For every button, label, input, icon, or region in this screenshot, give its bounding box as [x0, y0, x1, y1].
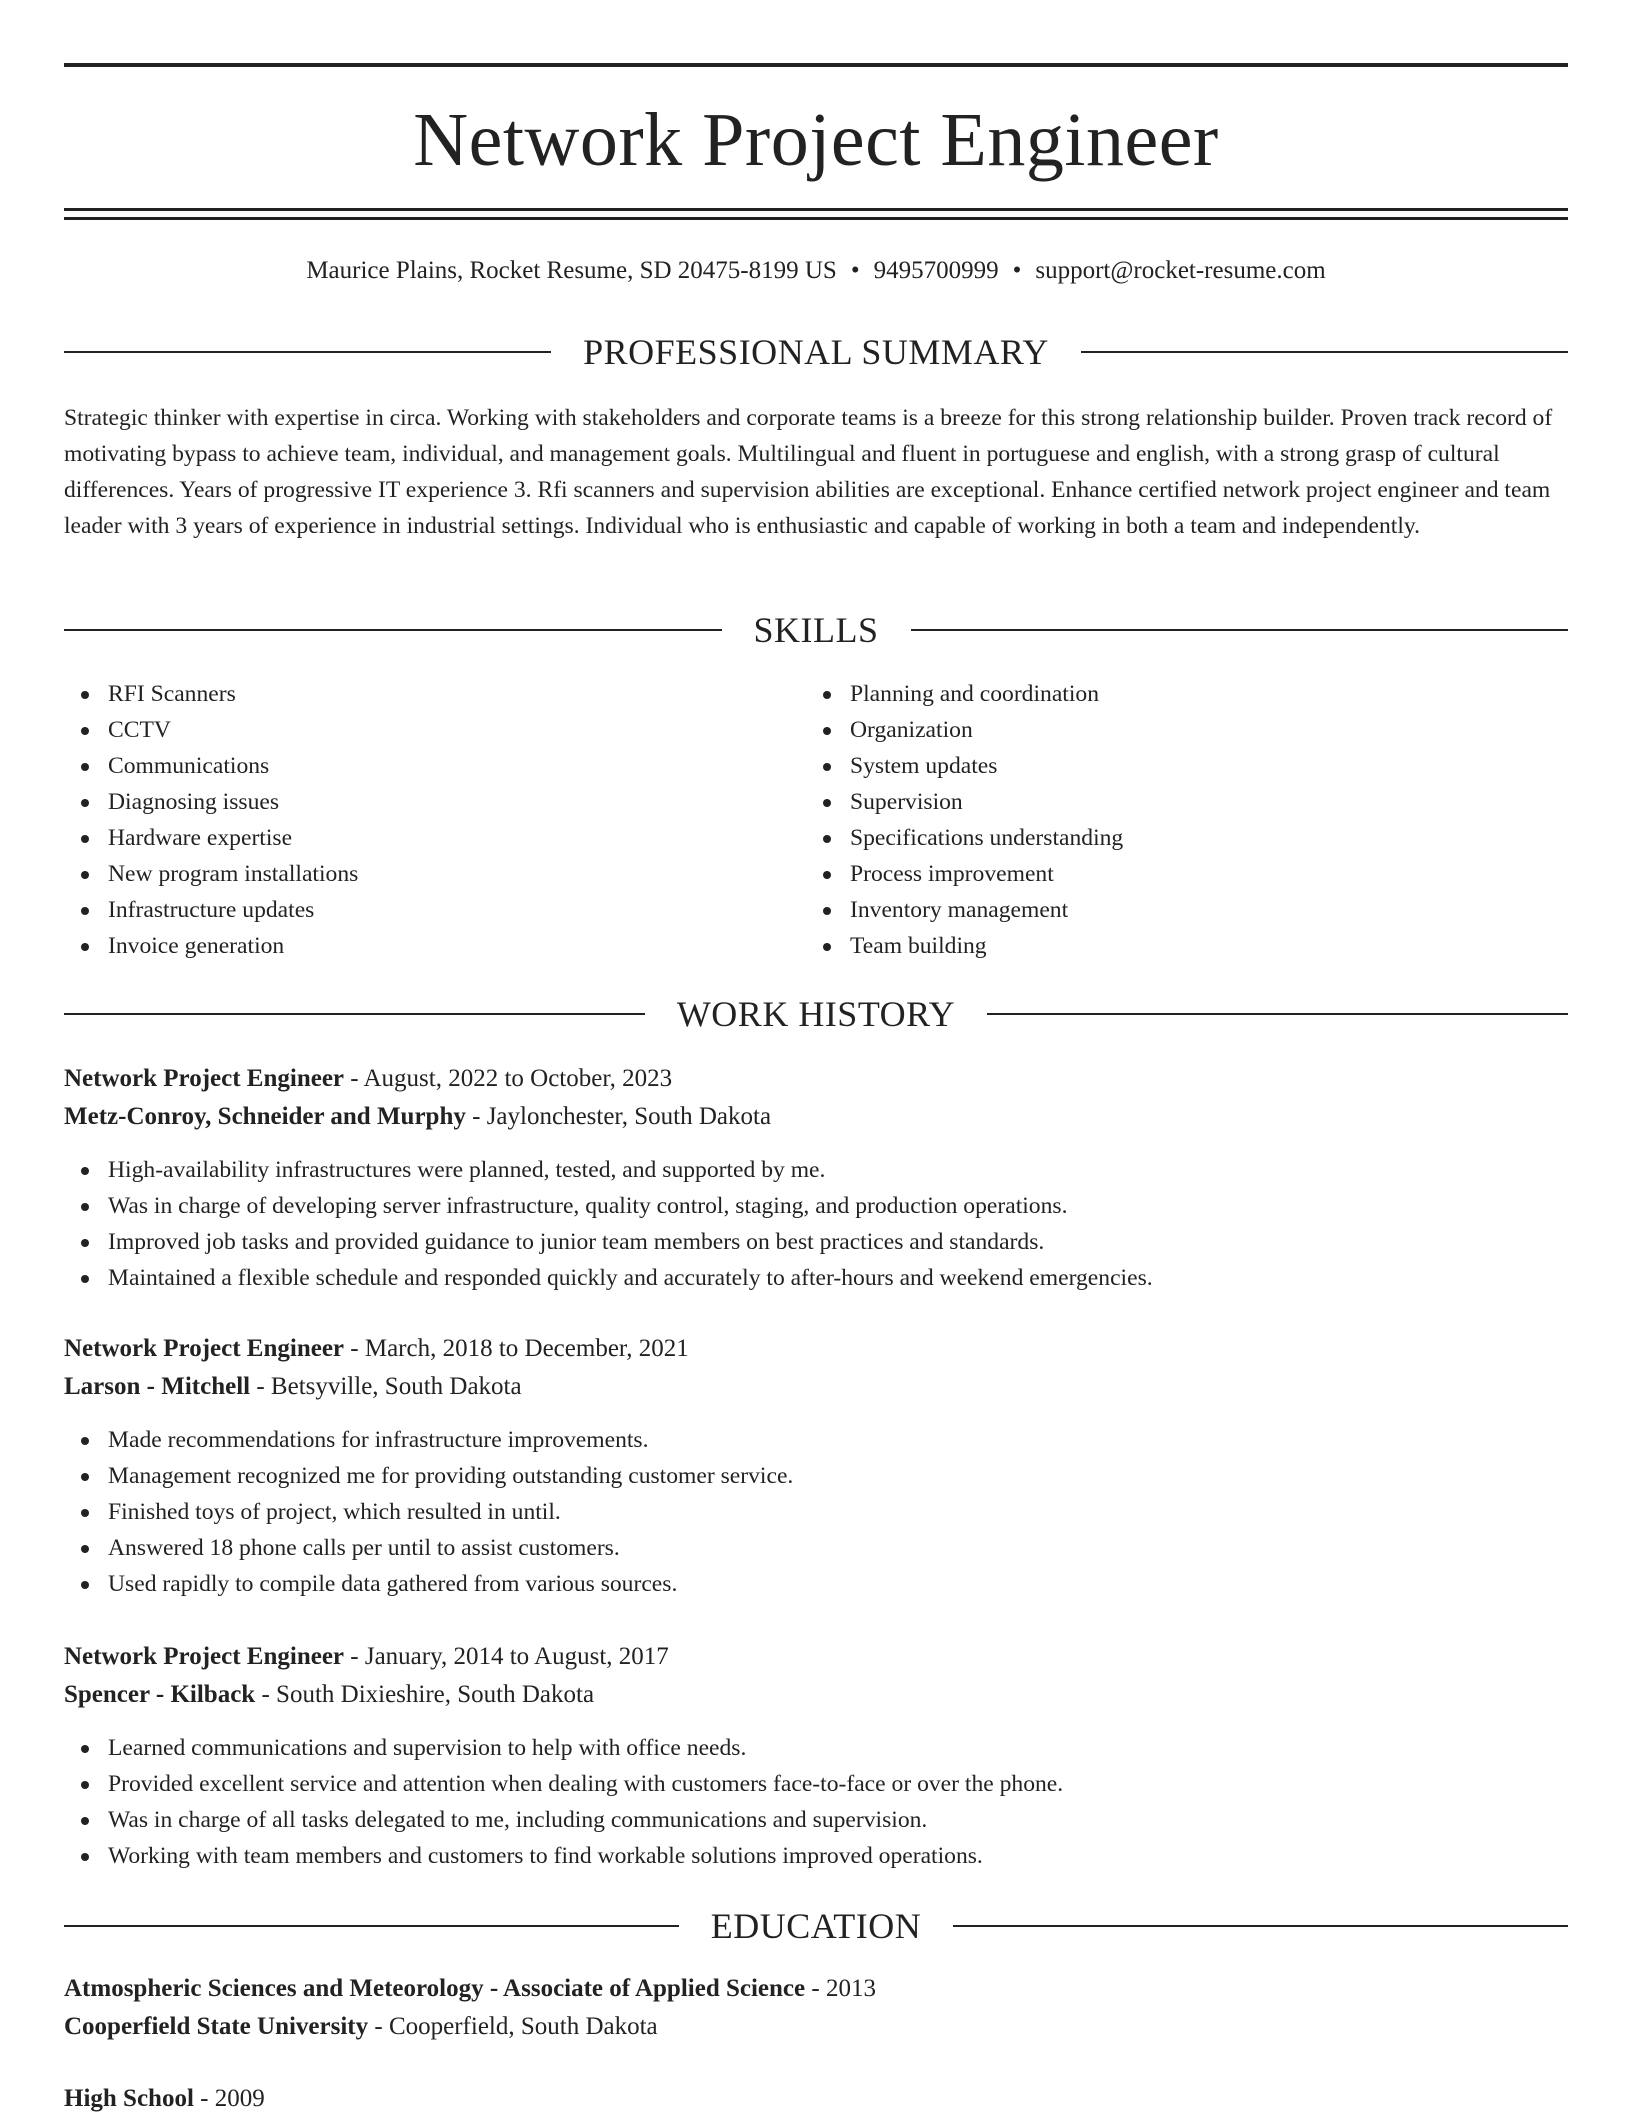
- education-degree-line: [64, 1970, 1568, 2008]
- skill-item: CCTV: [64, 712, 358, 748]
- education-degree: High School: [64, 2085, 194, 2112]
- job-bullet: Management recognized me for providing outstanding customer service.: [64, 1458, 1568, 1494]
- contact-separator: •: [850, 257, 860, 284]
- education-section-header: [64, 1906, 1568, 1946]
- job-company-line: [64, 1676, 1568, 1714]
- skill-item: Hardware expertise: [64, 820, 358, 856]
- skill-item: System updates: [806, 748, 1123, 784]
- top-rule: [64, 63, 1568, 67]
- job-bullets: [64, 1730, 1568, 1874]
- job-title-line: [64, 1060, 1568, 1098]
- section-rule: [64, 1013, 645, 1015]
- job-bullet: Answered 18 phone calls per until to assist customers.: [64, 1530, 1568, 1566]
- job-bullet: Was in charge of developing server infrastructure, quality control, staging, and production operations.: [64, 1188, 1568, 1224]
- job-bullet: Was in charge of all tasks delegated to me, including communications and supervision.: [64, 1802, 1568, 1838]
- job-entry: [64, 1060, 1568, 1296]
- job-dates: - January, 2014 to August, 2017: [344, 1643, 669, 1670]
- job-bullet: Working with team members and customers to find workable solutions improved operations.: [64, 1838, 1568, 1874]
- job-role: Network Project Engineer: [64, 1065, 345, 1092]
- job-location: - Jaylonchester, South Dakota: [465, 1103, 772, 1130]
- skill-item: Communications: [64, 748, 358, 784]
- education-year: - 2009: [193, 2085, 265, 2112]
- skill-item: Supervision: [806, 784, 1123, 820]
- section-rule: [64, 351, 551, 353]
- job-company: Larson - Mitchell: [64, 1373, 251, 1400]
- skill-item: New program installations: [64, 856, 358, 892]
- education-entry: [64, 2080, 1568, 2112]
- work-section-header: [64, 994, 1568, 1034]
- education-year: - 2013: [805, 1975, 876, 2002]
- education-degree-line: [64, 2080, 1568, 2112]
- skill-item: RFI Scanners: [64, 676, 358, 712]
- skills-heading: SKILLS: [753, 610, 879, 650]
- summary-heading: PROFESSIONAL SUMMARY: [583, 332, 1049, 372]
- section-rule: [953, 1925, 1568, 1927]
- job-role: Network Project Engineer: [64, 1335, 345, 1362]
- education-school-line: [64, 2008, 1568, 2046]
- job-role: Network Project Engineer: [64, 1643, 345, 1670]
- skills-list-left: [64, 676, 358, 964]
- contact-address: Maurice Plains, Rocket Resume, SD 20475-8199 US: [306, 257, 837, 284]
- job-entry: [64, 1638, 1568, 1874]
- section-rule: [64, 1925, 679, 1927]
- summary-section-header: [64, 332, 1568, 372]
- job-bullet: Improved job tasks and provided guidance to junior team members on best practices and standards.: [64, 1224, 1568, 1260]
- job-bullets: [64, 1422, 1568, 1602]
- section-rule: [911, 629, 1569, 631]
- education-school: Cooperfield State University: [64, 2013, 369, 2040]
- job-title-line: [64, 1638, 1568, 1676]
- education-location: - Cooperfield, South Dakota: [368, 2013, 658, 2040]
- section-rule: [64, 629, 722, 631]
- job-company: Metz-Conroy, Schneider and Murphy: [64, 1103, 466, 1130]
- contact-phone: 9495700999: [873, 257, 999, 284]
- skill-item: Team building: [806, 928, 1123, 964]
- contact-email: support@rocket-resume.com: [1035, 257, 1326, 284]
- job-company: Spencer - Kilback: [64, 1681, 256, 1708]
- resume-title: Network Project Engineer: [413, 98, 1219, 182]
- job-entry: [64, 1330, 1568, 1602]
- skills-section-header: [64, 610, 1568, 650]
- job-company-line: [64, 1098, 1568, 1136]
- skill-item: Process improvement: [806, 856, 1123, 892]
- skill-item: Organization: [806, 712, 1123, 748]
- skill-item: Invoice generation: [64, 928, 358, 964]
- job-bullets: [64, 1152, 1568, 1296]
- section-rule: [987, 1013, 1568, 1015]
- skill-item: Specifications understanding: [806, 820, 1123, 856]
- summary-text: Strategic thinker with expertise in circa. Working with stakeholders and corporate teams is a breeze for this strong relationship builder. Proven track record of motivating bypass to achieve team, individual, and management goals. Multilingual and fluent in portuguese and english, with a strong grasp of cultural differences. Years of progressive IT experience 3. Rfi scanners and supervision abilities are exceptional. Enhance certified network project engineer and team leader with 3 years of experience in industrial settings. Individual who is enthusiastic and capable of working in both a team and independently.: [64, 405, 1553, 539]
- section-rule: [1081, 351, 1568, 353]
- job-bullet: Provided excellent service and attention when dealing with customers face-to-face or over the phone.: [64, 1766, 1568, 1802]
- skill-item: Diagnosing issues: [64, 784, 358, 820]
- job-bullet: Maintained a flexible schedule and responded quickly and accurately to after-hours and weekend emergencies.: [64, 1260, 1568, 1296]
- job-location: - Betsyville, South Dakota: [250, 1373, 522, 1400]
- education-heading: EDUCATION: [710, 1906, 922, 1946]
- job-company-line: [64, 1368, 1568, 1406]
- job-bullet: Made recommendations for infrastructure improvements.: [64, 1422, 1568, 1458]
- header-double-rule: [64, 208, 1568, 220]
- skills-list-right: [806, 676, 1123, 964]
- job-dates: - March, 2018 to December, 2021: [344, 1335, 689, 1362]
- job-bullet: High-availability infrastructures were planned, tested, and supported by me.: [64, 1152, 1568, 1188]
- job-bullet: Finished toys of project, which resulted in until.: [64, 1494, 1568, 1530]
- job-title-line: [64, 1330, 1568, 1368]
- skill-item: Infrastructure updates: [64, 892, 358, 928]
- work-heading: WORK HISTORY: [676, 994, 956, 1034]
- education-entry: [64, 1970, 1568, 2046]
- skill-item: Inventory management: [806, 892, 1123, 928]
- contact-separator: •: [1012, 257, 1022, 284]
- skill-item: Planning and coordination: [806, 676, 1123, 712]
- contact-line: [64, 254, 1568, 288]
- education-degree: Atmospheric Sciences and Meteorology - Associate of Applied Science: [64, 1975, 806, 2002]
- job-bullet: Used rapidly to compile data gathered from various sources.: [64, 1566, 1568, 1602]
- job-dates: - August, 2022 to October, 2023: [344, 1065, 673, 1092]
- job-location: - South Dixieshire, South Dakota: [255, 1681, 595, 1708]
- job-bullet: Learned communications and supervision to help with office needs.: [64, 1730, 1568, 1766]
